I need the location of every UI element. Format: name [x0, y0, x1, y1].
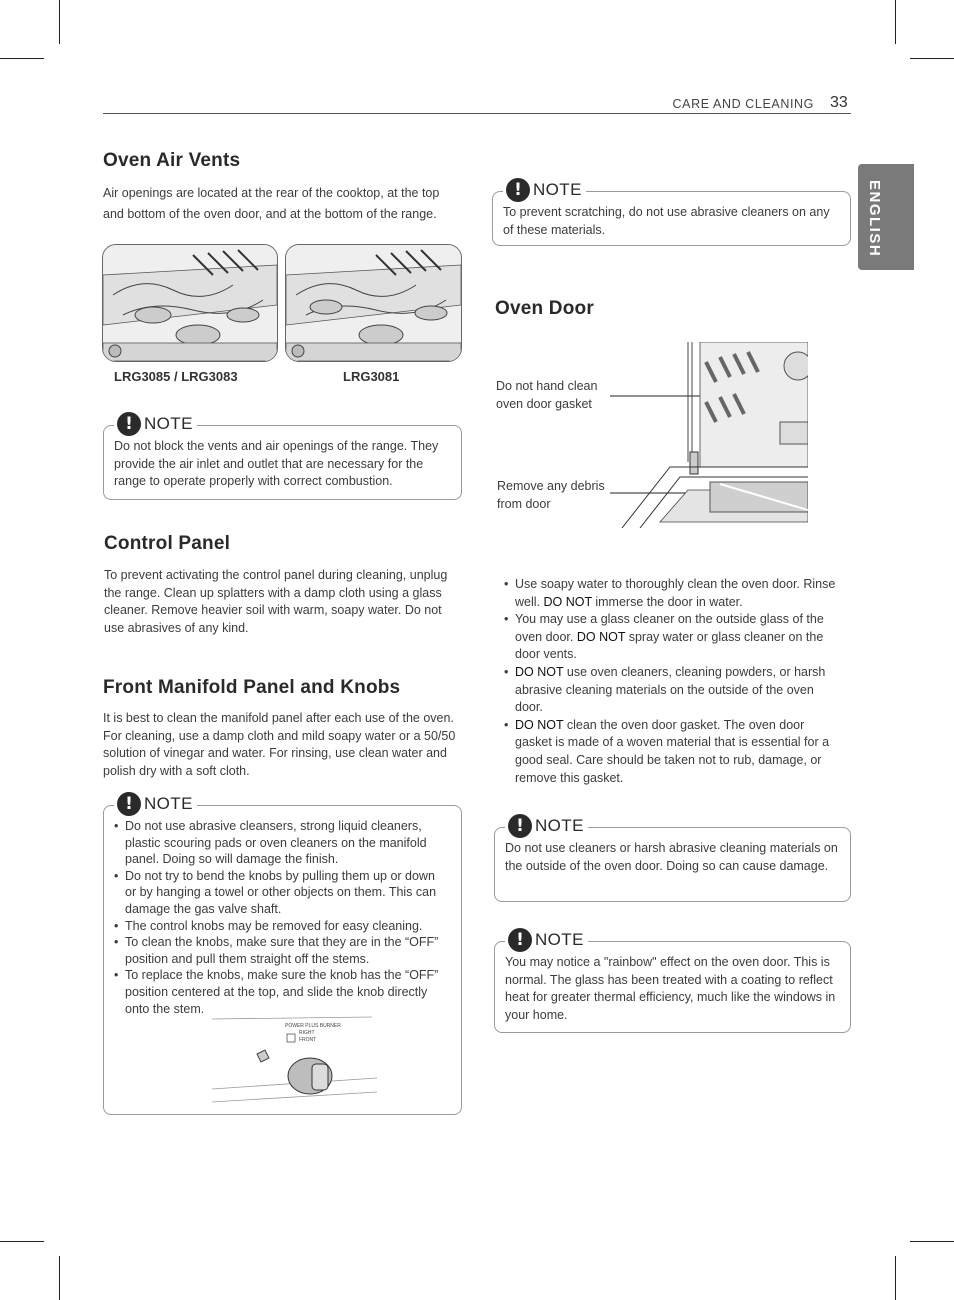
note-scratching: [492, 180, 851, 246]
crop-mark: [59, 0, 60, 44]
item-text: use oven cleaners, cleaning powders, or harsh abrasive cleaning materials on the outside of the oven door.: [515, 664, 826, 715]
note-label: NOTE: [144, 414, 193, 433]
oven-door-drawing: [610, 342, 808, 528]
do-not-emphasis: DO NOT: [576, 629, 626, 644]
note-label: NOTE: [144, 794, 193, 813]
crop-mark: [910, 58, 954, 59]
control-panel-heading: Control Panel: [104, 533, 231, 554]
exclamation-icon: !: [117, 792, 141, 816]
list-item: [504, 664, 840, 717]
knob-illustration: [212, 1014, 382, 1110]
language-tab: [858, 164, 914, 270]
note-header: [503, 178, 586, 202]
front-manifold-text: It is best to clean the manifold panel after each use of the oven. For cleaning, use a damp cloth and mild soapy water or a 50/50 solution of vinegar and water. For rinsing, use clean water and polish dry with a soft cloth.: [103, 711, 456, 778]
oven-air-vents-text: Air openings are located at the rear of the cooktop, at the top and bottom of the oven door, and at the bottom of the range.: [103, 186, 440, 221]
exclamation-icon: !: [508, 928, 532, 952]
language-tab-label: ENGLISH: [866, 180, 883, 258]
page-number: 33: [830, 94, 848, 111]
section-title: CARE AND CLEANING: [672, 97, 814, 111]
oven-air-vents-heading: Oven Air Vents: [103, 150, 241, 171]
caption-lrg3081: LRG3081: [343, 369, 400, 384]
do-not-emphasis: DO NOT: [543, 594, 592, 609]
list-item: • The control knobs may be removed for easy cleaning.: [114, 918, 449, 935]
item-text: immerse the door in water.: [591, 594, 743, 609]
crop-mark: [910, 1241, 954, 1242]
header-rule: [103, 113, 851, 114]
item-text: Use soapy water to thoroughly clean the oven door. Rinse well.: [515, 577, 836, 609]
oven-door-illustration: [610, 342, 808, 528]
note-header: [114, 792, 197, 816]
item-text: spray water or glass cleaner on the door vents.: [515, 629, 824, 662]
exclamation-icon: !: [506, 178, 530, 202]
note-text: Do not use cleaners or harsh abrasive cleaning materials on the outside of the oven door. Doing so can cause damage.: [505, 841, 838, 873]
note-text: Do not block the vents and air openings of the range. They provide the air inlet and outlet that are necessary for the range to operate properly with correct combustion.: [114, 439, 439, 489]
note-door-cleaners: [494, 816, 851, 902]
callout-debris: Remove any debris from door: [497, 479, 605, 511]
note-rainbow: [494, 930, 851, 1033]
oven-door-list: [504, 576, 840, 787]
note-label: NOTE: [535, 930, 584, 949]
knob-label-right: RIGHT: [299, 1030, 315, 1036]
crop-mark: [0, 1241, 44, 1242]
do-not-emphasis: DO NOT: [515, 717, 564, 732]
note-header: [505, 928, 588, 952]
list-item: [504, 611, 840, 664]
list-item: • Do not use abrasive cleansers, strong liquid cleaners, plastic scouring pads or oven cleaners on the manifold panel. Doing so will damage the finish.: [114, 818, 449, 868]
cooktop-illustration-lrg3081: [285, 244, 462, 362]
note-manifold: [103, 794, 462, 1115]
list-item: • To replace the knobs, make sure the knob has the “OFF” position centered at the top, and slide the knob directly onto the stem.: [114, 967, 449, 1017]
crop-mark: [895, 0, 896, 44]
knob-label: POWER PLUS BURNER: [285, 1023, 341, 1029]
exclamation-icon: !: [117, 412, 141, 436]
item-text: You may use a glass cleaner on the outside glass of the oven door.: [515, 612, 824, 644]
list-item: [504, 576, 840, 611]
list-item: • To clean the knobs, make sure that they are in the “OFF” position and pull them straight off the stems.: [114, 934, 449, 967]
do-not-emphasis: DO NOT: [515, 664, 564, 679]
caption-lrg3085: LRG3085 / LRG3083: [114, 369, 238, 384]
cooktop-drawing: [286, 245, 461, 361]
control-panel-text: To prevent activating the control panel during cleaning, unplug the range. Clean up splatters with a damp cloth using a glass cleaner. Remove heavier soil with warm, soapy water. Do not use abrasives of any kind.: [104, 568, 448, 635]
crop-mark: [895, 1256, 896, 1300]
exclamation-icon: !: [508, 814, 532, 838]
front-manifold-heading: Front Manifold Panel and Knobs: [103, 677, 401, 698]
list-item: [504, 717, 840, 787]
note-header: [505, 814, 588, 838]
item-text: clean the oven door gasket. The oven door gasket is made of a woven material that is essential for a good seal. Care should be taken not to rub, damage, or remove this gasket.: [515, 717, 830, 785]
crop-mark: [0, 58, 44, 59]
cooktop-illustration-lrg3085: [102, 244, 278, 362]
oven-door-heading: Oven Door: [495, 298, 594, 319]
list-item: • Do not try to bend the knobs by pulling them up or down or by hanging a towel or other objects on them. This can damage the gas valve shaft.: [114, 868, 449, 918]
note-vents: [103, 414, 462, 500]
note-header: [114, 412, 197, 436]
note-text: To prevent scratching, do not use abrasive cleaners on any of these materials.: [503, 205, 830, 237]
note-label: NOTE: [535, 816, 584, 835]
callout-gasket: Do not hand clean oven door gasket: [496, 379, 598, 411]
knob-label-front: FRONT: [299, 1037, 317, 1043]
note-label: NOTE: [533, 180, 582, 199]
cooktop-drawing: [103, 245, 277, 361]
note-text: You may notice a "rainbow" effect on the oven door. This is normal. The glass has been treated with a coating to reflect heat for greater thermal efficiency, much like the windows in your home.: [505, 955, 836, 1022]
note-list: [114, 818, 449, 1017]
crop-mark: [59, 1256, 60, 1300]
